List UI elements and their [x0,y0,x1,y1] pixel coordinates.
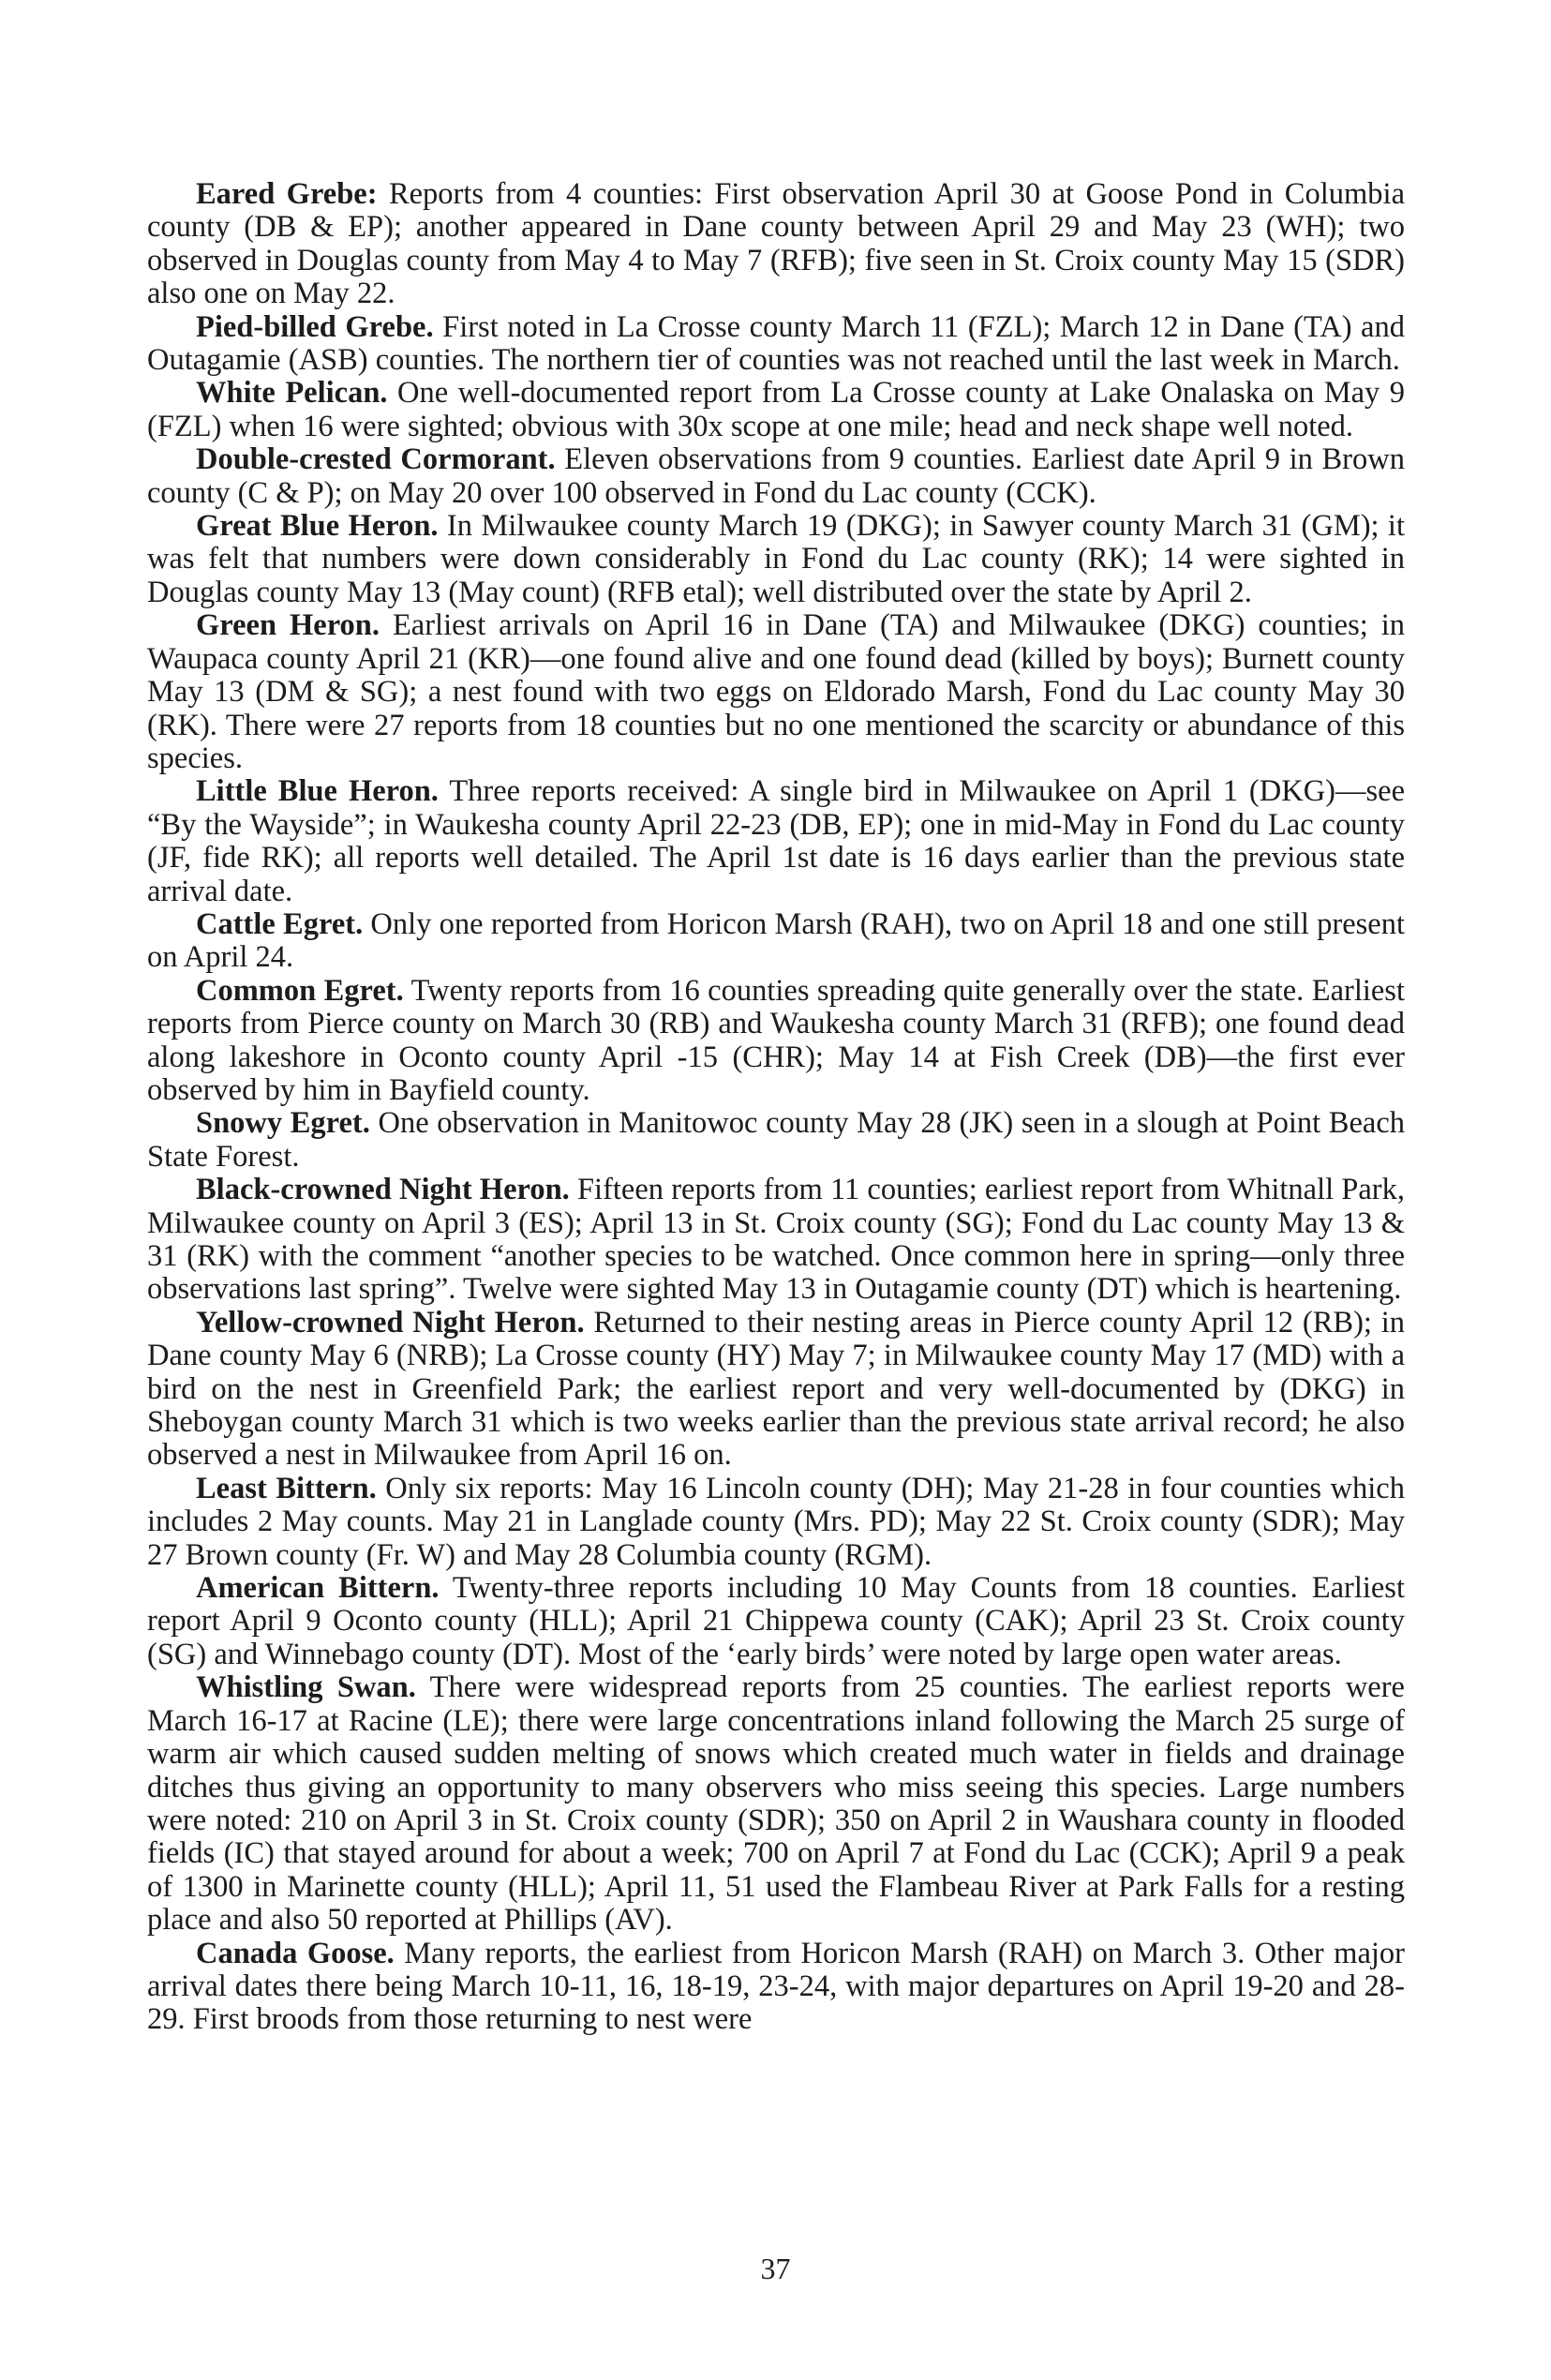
species-name: White Pelican. [196,376,388,411]
page-number: 37 [760,2252,791,2285]
species-report-text: One well-documented report from La Crosse county at Lake Onalaska on May 9 (FZL) when 16 were sighted; obvious with 30x scope at one mile; head and neck shape well noted. [147,376,1405,443]
species-name: Green Heron. [196,608,380,643]
species-entry [147,311,1405,378]
species-report-text: There were widespread reports from 25 counties. The earliest reports were March 16-17 at Racine (LE); there were large concentrations inland following the March 25 surge of warm air which caused sudden melting of snows which created much water in fields and drainage ditches thus giving an opportunity to many observers who miss seeing this species. Large numbers were noted: 210 on April 3 in St. Croix county (SDR); 350 on April 2 in Waushara county in flooded fields (IC) that stayed around for about a week; 700 on April 7 at Fond du Lac (CCK); April 9 a peak of 1300 in Marinette county (HLL); April 11, 51 used the Flambeau River at Park Falls for a resting place and also 50 reported at Phillips (AV). [147,1670,1405,1938]
species-entry [147,1307,1405,1473]
species-name: Canada Goose. [196,1936,395,1970]
species-name: Yellow-crowned Night Heron. [196,1305,585,1340]
species-entry [147,775,1405,908]
species-entry [147,1671,1405,1937]
species-report-text: Eleven observations from 9 counties. Earliest date April 9 in Brown county (C & P); on May 20 over 100 observed in Fond du Lac county (CCK). [147,442,1405,510]
species-entry [147,178,1405,311]
species-entry [147,1938,1405,2037]
species-entry [147,1473,1405,1572]
species-entry [147,1572,1405,1671]
species-name: Cattle Egret. [196,906,364,941]
species-name: Pied-billed Grebe. [196,309,434,344]
species-report-text: Twenty reports from 16 counties spreading quite generally over the state. Earliest reports from Pierce county on March 30 (RB) and Waukesha county March 31 (RFB); one found dead along lakeshore in Oconto county April -15 (CHR); May 14 at Fish Creek (DB)—the first ever observed by him in Bayfield county. [147,973,1405,1107]
species-report-text: Earliest arrivals on April 16 in Dane (TA) and Milwaukee (DKG) counties; in Waupaca county April 21 (KR)—one found alive and one found dead (killed by boys); Burnett county May 13 (DM & SG); a nest found with two eggs on Eldorado Marsh, Fond du Lac county May 30 (RK). There were 27 reports from 18 counties but no one mentioned the scarcity or abundance of this species. [147,608,1405,775]
species-report-text: Three reports received: A single bird in Milwaukee on April 1 (DKG)—see “By the Wayside”; in Waukesha county April 22-23 (DB, EP); one in mid-May in Fond du Lac county (JF, fide RK); all reports well detailed. The April 1st date is 16 days earlier than the previous state arrival date. [147,774,1405,908]
species-entry [147,975,1405,1108]
species-name: American Bittern. [196,1571,440,1606]
species-entry [147,1107,1405,1174]
species-report-text: Only six reports: May 16 Lincoln county (DH); May 21-28 in four counties which includes 2 May counts. May 21 in Langlade county (Mrs. PD); May 22 St. Croix county (SDR); May 27 Brown county (Fr. W) and May 28 Columbia county (RGM). [147,1471,1405,1572]
species-name: Great Blue Heron. [196,509,439,544]
page-body [147,178,1405,2037]
species-entry [147,908,1405,975]
species-entry [147,609,1405,775]
species-entry [147,510,1405,609]
species-name: Whistling Swan. [196,1670,416,1705]
species-entry [147,377,1405,443]
species-report-text: Reports from 4 counties: First observation April 30 at Goose Pond in Columbia county (DB & EP); another appeared in Dane county between April 29 and May 23 (WH); two observed in Douglas county from May 4 to May 7 (RFB); five seen in St. Croix county May 15 (SDR) also one on May 22. [147,177,1405,311]
species-report-text: Many reports, the earliest from Horicon Marsh (RAH) on March 3. Other major arrival dates there being March 10-11, 16, 18-19, 23-24, with major departures on April 19-20 and 28-29. First broods from those returning to nest were [147,1936,1405,2037]
species-report-text: One observation in Manitowoc county May 28 (JK) seen in a slough at Point Beach State Forest. [147,1106,1406,1174]
species-name: Double-crested Cormorant. [196,442,556,477]
species-report-text: In Milwaukee county March 19 (DKG); in Sawyer county March 31 (GM); it was felt that numbers were down considerably in Fond du Lac county (RK); 14 were sighted in Douglas county May 13 (May count) (RFB etal); well distributed over the state by April 2. [147,509,1405,609]
species-report-text: Returned to their nesting areas in Pierce county April 12 (RB); in Dane county May 6 (NRB); La Crosse county (HY) May 7; in Milwaukee county May 17 (MD) with a bird on the nest in Greenfield Park; the earliest report and very well-documented by (DKG) in Sheboygan county March 31 which is two weeks earlier than the previous state arrival record; he also observed a nest in Milwaukee from April 16 on. [147,1305,1405,1473]
species-entry [147,1174,1405,1307]
species-name: Eared Grebe: [196,177,378,211]
species-name: Common Egret. [196,973,404,1008]
species-entry [147,443,1405,510]
species-report-text: First noted in La Crosse county March 11 (FZL); March 12 in Dane (TA) and Outagamie (ASB) counties. The northern tier of counties was not reached until the last week in March. [147,309,1405,378]
species-report-text: Twenty-three reports including 10 May Counts from 18 counties. Earliest report April 9 Oconto county (HLL); April 21 Chippewa county (CAK); April 23 St. Croix county (SG) and Winnebago county (DT). Most of the ‘early birds’ were noted by large open water areas. [147,1571,1405,1671]
species-report-text: Fifteen reports from 11 counties; earliest report from Whitnall Park, Milwaukee county on April 3 (ES); April 13 in St. Croix county (SG); Fond du Lac county May 13 & 31 (RK) with the comment “another species to be watched. Once common here in spring—only three observations last spring”. Twelve were sighted May 13 in Outagamie county (DT) which is heartening. [147,1173,1405,1307]
species-name: Little Blue Heron. [196,774,439,809]
species-name: Least Bittern. [196,1471,377,1505]
species-report-text: Only one reported from Horicon Marsh (RAH), two on April 18 and one still present on April 24. [147,906,1405,975]
species-name: Snowy Egret. [196,1106,370,1141]
species-name: Black-crowned Night Heron. [196,1173,570,1207]
